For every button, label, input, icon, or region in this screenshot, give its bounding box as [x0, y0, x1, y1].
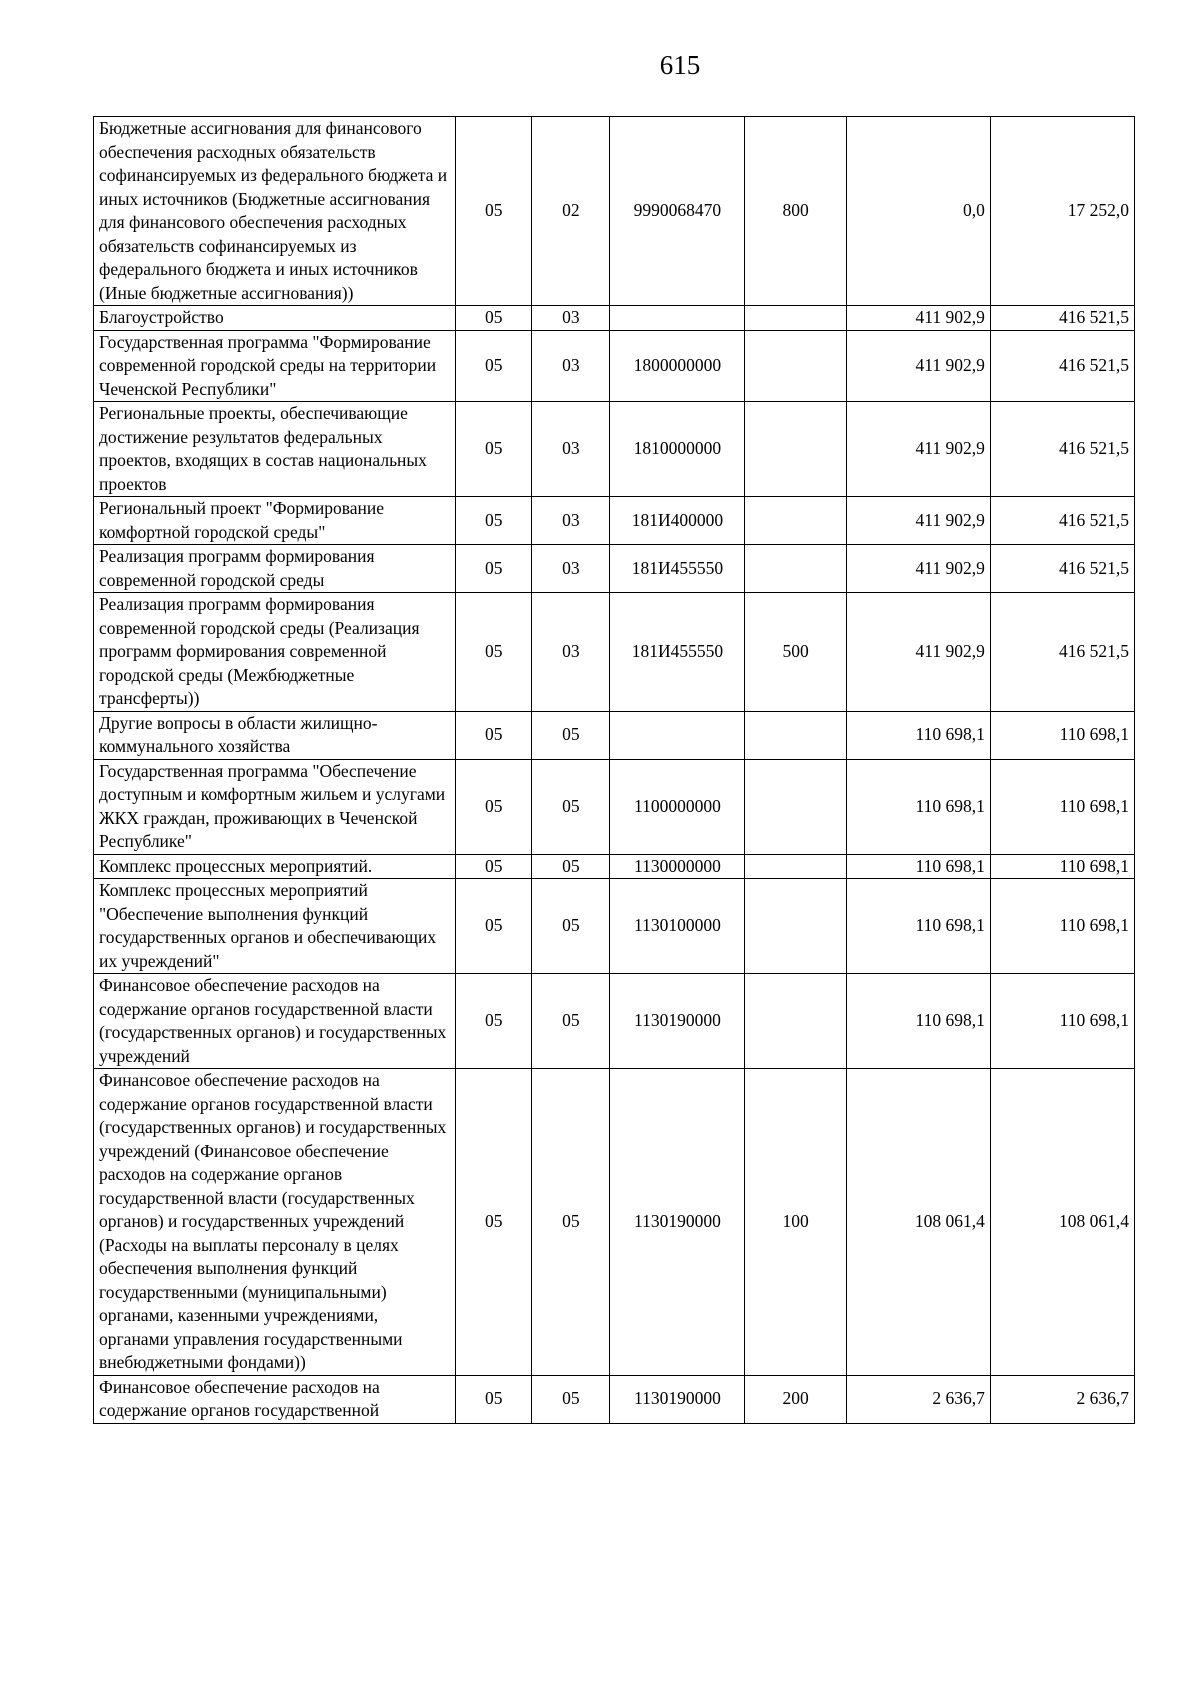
cell-expense-type	[745, 759, 846, 854]
cell-expense-type	[745, 854, 846, 879]
cell-section: 05	[456, 497, 532, 545]
cell-amount-year-1: 110 698,1	[846, 879, 990, 974]
cell-amount-year-1: 108 061,4	[846, 1069, 990, 1376]
cell-name: Финансовое обеспечение расходов на содержание органов государственной власти (государственных органов) и государственных учреждений (Финансовое обеспечение расходов на содержание органов государственной власти (государственных органов) и государственных учреждений (Расходы на выплаты персоналу в целях обеспечения выполнения функций государственными (муниципальными) органами, казенными учреждениями, органами управления государственными внебюджетными фондами))	[94, 1069, 456, 1376]
cell-amount-year-2: 108 061,4	[990, 1069, 1134, 1376]
cell-amount-year-2: 110 698,1	[990, 974, 1134, 1069]
cell-section: 05	[456, 711, 532, 759]
cell-name: Реализация программ формирования современной городской среды	[94, 545, 456, 593]
cell-name: Государственная программа "Формирование современной городской среды на территории Чеченской Республики"	[94, 330, 456, 402]
cell-name: Финансовое обеспечение расходов на содержание органов государственной власти (государственных органов) и государственных учреждений	[94, 974, 456, 1069]
cell-subsection: 03	[532, 306, 610, 331]
cell-expense-type: 800	[745, 117, 846, 306]
cell-amount-year-1: 411 902,9	[846, 402, 990, 497]
cell-expense-type	[745, 306, 846, 331]
cell-subsection: 05	[532, 711, 610, 759]
cell-section: 05	[456, 974, 532, 1069]
cell-target-article: 1100000000	[610, 759, 745, 854]
cell-amount-year-2: 416 521,5	[990, 497, 1134, 545]
cell-subsection: 03	[532, 330, 610, 402]
table-row	[94, 879, 1135, 974]
cell-expense-type	[745, 974, 846, 1069]
cell-amount-year-1: 110 698,1	[846, 854, 990, 879]
cell-name: Региональные проекты, обеспечивающие достижение результатов федеральных проектов, входящих в состав национальных проектов	[94, 402, 456, 497]
cell-target-article: 1810000000	[610, 402, 745, 497]
cell-amount-year-2: 416 521,5	[990, 306, 1134, 331]
cell-amount-year-2: 416 521,5	[990, 593, 1134, 712]
cell-amount-year-1: 110 698,1	[846, 974, 990, 1069]
cell-amount-year-1: 411 902,9	[846, 306, 990, 331]
cell-subsection: 03	[532, 593, 610, 712]
cell-amount-year-2: 110 698,1	[990, 854, 1134, 879]
cell-expense-type: 200	[745, 1375, 846, 1423]
cell-expense-type: 100	[745, 1069, 846, 1376]
cell-name: Бюджетные ассигнования для финансового обеспечения расходных обязательств софинансируемых из федерального бюджета и иных источников (Бюджетные ассигнования для финансового обеспечения расходных обязательств софинансируемых из федерального бюджета и иных источников (Иные бюджетные ассигнования))	[94, 117, 456, 306]
cell-amount-year-1: 411 902,9	[846, 497, 990, 545]
cell-target-article	[610, 711, 745, 759]
table-row	[94, 974, 1135, 1069]
cell-amount-year-2: 110 698,1	[990, 711, 1134, 759]
cell-expense-type: 500	[745, 593, 846, 712]
cell-target-article: 1130190000	[610, 1375, 745, 1423]
table-row	[94, 117, 1135, 306]
cell-section: 05	[456, 593, 532, 712]
cell-name: Благоустройство	[94, 306, 456, 331]
cell-subsection: 03	[532, 497, 610, 545]
cell-amount-year-2: 416 521,5	[990, 545, 1134, 593]
cell-expense-type	[745, 330, 846, 402]
cell-amount-year-2: 110 698,1	[990, 759, 1134, 854]
cell-target-article: 9990068470	[610, 117, 745, 306]
page-number: 615	[659, 50, 701, 80]
cell-name: Финансовое обеспечение расходов на содержание органов государственной	[94, 1375, 456, 1423]
cell-expense-type	[745, 879, 846, 974]
cell-amount-year-2: 17 252,0	[990, 117, 1134, 306]
cell-expense-type	[745, 402, 846, 497]
cell-subsection: 05	[532, 1069, 610, 1376]
cell-section: 05	[456, 759, 532, 854]
cell-section: 05	[456, 1069, 532, 1376]
cell-name: Другие вопросы в области жилищно-коммунального хозяйства	[94, 711, 456, 759]
table-row	[94, 711, 1135, 759]
cell-target-article: 1130190000	[610, 1069, 745, 1376]
cell-target-article: 181И455550	[610, 545, 745, 593]
cell-section: 05	[456, 545, 532, 593]
table-row	[94, 330, 1135, 402]
cell-target-article: 181И400000	[610, 497, 745, 545]
cell-expense-type	[745, 497, 846, 545]
cell-section: 05	[456, 854, 532, 879]
cell-name: Государственная программа "Обеспечение доступным и комфортным жильем и услугами ЖКХ граждан, проживающих в Чеченской Республике"	[94, 759, 456, 854]
cell-section: 05	[456, 306, 532, 331]
table-row	[94, 854, 1135, 879]
table-row	[94, 759, 1135, 854]
table-row	[94, 545, 1135, 593]
cell-amount-year-2: 416 521,5	[990, 330, 1134, 402]
cell-amount-year-1: 0,0	[846, 117, 990, 306]
cell-subsection: 02	[532, 117, 610, 306]
cell-amount-year-2: 110 698,1	[990, 879, 1134, 974]
budget-table	[93, 116, 1135, 1424]
cell-target-article: 1130190000	[610, 974, 745, 1069]
cell-name: Региональный проект "Формирование комфортной городской среды"	[94, 497, 456, 545]
cell-expense-type	[745, 545, 846, 593]
table-row	[94, 1375, 1135, 1423]
cell-amount-year-2: 2 636,7	[990, 1375, 1134, 1423]
cell-subsection: 03	[532, 402, 610, 497]
cell-section: 05	[456, 330, 532, 402]
cell-amount-year-1: 2 636,7	[846, 1375, 990, 1423]
cell-target-article: 1130000000	[610, 854, 745, 879]
cell-subsection: 05	[532, 974, 610, 1069]
cell-subsection: 05	[532, 759, 610, 854]
table-row	[94, 593, 1135, 712]
cell-target-article	[610, 306, 745, 331]
cell-amount-year-1: 411 902,9	[846, 545, 990, 593]
cell-amount-year-1: 411 902,9	[846, 330, 990, 402]
cell-section: 05	[456, 117, 532, 306]
table-row	[94, 1069, 1135, 1376]
cell-subsection: 05	[532, 879, 610, 974]
cell-target-article: 1800000000	[610, 330, 745, 402]
table-row	[94, 306, 1135, 331]
cell-amount-year-1: 110 698,1	[846, 759, 990, 854]
table-row	[94, 402, 1135, 497]
cell-section: 05	[456, 402, 532, 497]
cell-section: 05	[456, 1375, 532, 1423]
cell-subsection: 05	[532, 1375, 610, 1423]
cell-target-article: 1130100000	[610, 879, 745, 974]
table-row	[94, 497, 1135, 545]
cell-name: Комплекс процессных мероприятий.	[94, 854, 456, 879]
cell-section: 05	[456, 879, 532, 974]
cell-name: Реализация программ формирования современной городской среды (Реализация программ формирования современной городской среды (Межбюджетные трансферты))	[94, 593, 456, 712]
cell-amount-year-1: 411 902,9	[846, 593, 990, 712]
cell-subsection: 05	[532, 854, 610, 879]
cell-target-article: 181И455550	[610, 593, 745, 712]
cell-name: Комплекс процессных мероприятий "Обеспечение выполнения функций государственных органов и обеспечивающих их учреждений"	[94, 879, 456, 974]
cell-expense-type	[745, 711, 846, 759]
cell-amount-year-1: 110 698,1	[846, 711, 990, 759]
budget-table-body	[94, 117, 1135, 1424]
cell-subsection: 03	[532, 545, 610, 593]
cell-amount-year-2: 416 521,5	[990, 402, 1134, 497]
